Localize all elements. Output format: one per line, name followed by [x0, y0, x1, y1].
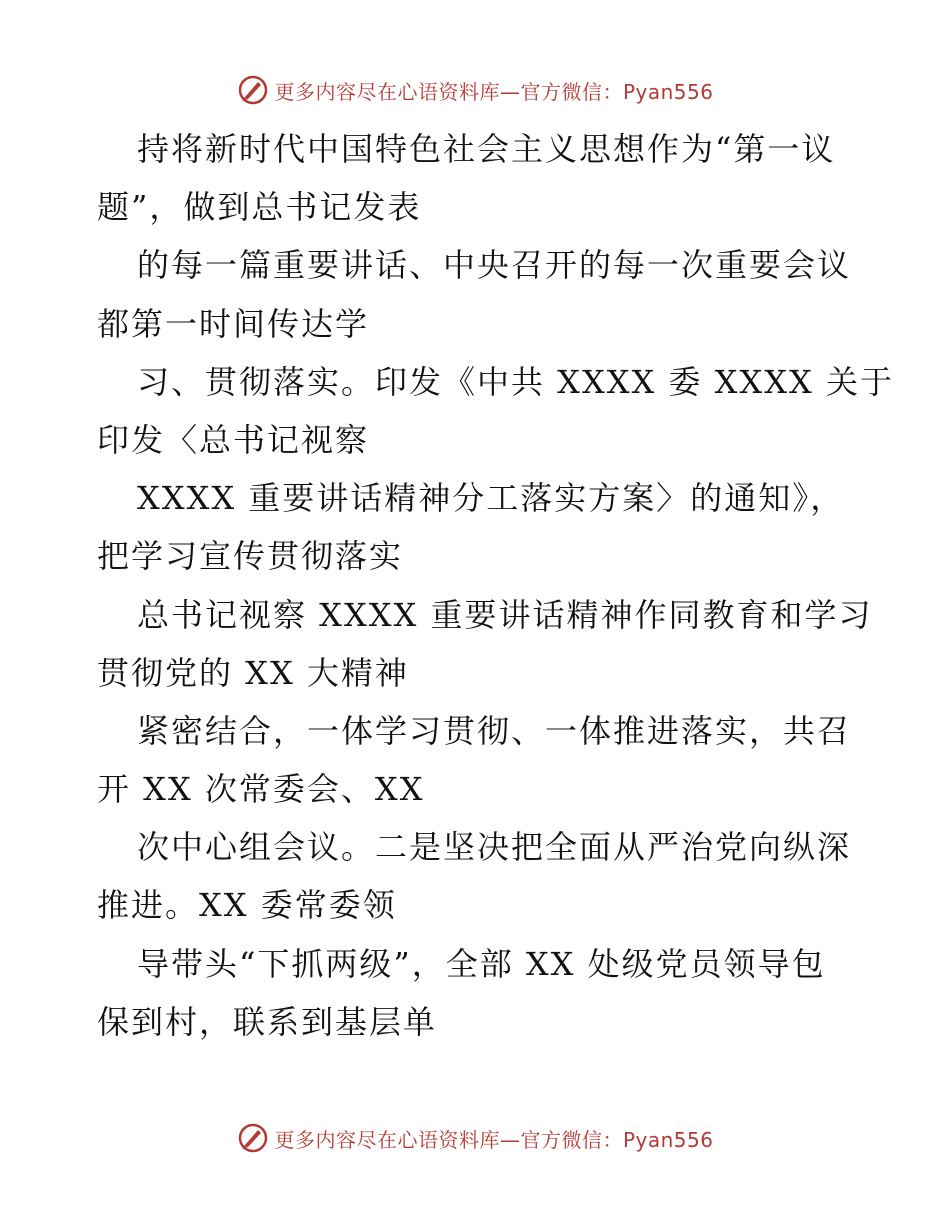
footer-watermark	[0, 1118, 950, 1158]
body-line: 次中心组会议。二是坚决把全面从严治党向纵深	[137, 828, 852, 867]
watermark-text: 更多内容尽在心语资料库—官方微信：Pyan556	[274, 79, 714, 104]
document-body	[97, 120, 894, 1051]
body-line: 都第一时间传达学	[97, 304, 370, 343]
body-line: 持将新时代中国特色社会主义思想作为“第一议	[137, 130, 836, 168]
body-line: XXXX 重要讲话精神分工落实方案〉的通知》，	[137, 479, 845, 518]
watermark-text: 更多内容尽在心语资料库—官方微信：Pyan556	[274, 1127, 714, 1152]
body-line: 推进。XX 委常委领	[97, 886, 397, 925]
body-line: 总书记视察 XXXX 重要讲话精神作同教育和学习	[137, 595, 873, 634]
body-line: 导带头“下抓两级”，全部 XX 处级党员领导包	[137, 944, 826, 983]
body-line: 贯彻党的 XX 大精神	[97, 653, 409, 692]
body-line: 习、贯彻落实。印发《中共 XXXX 委 XXXX 关于	[137, 362, 894, 401]
body-line: 紧密结合，一体学习贯彻、一体推进落实，共召	[137, 711, 852, 750]
body-line: 的每一篇重要讲话、中央召开的每一次重要会议	[137, 246, 852, 285]
body-line: 题”，做到总书记发表	[97, 188, 422, 227]
body-line: 印发〈总书记视察	[97, 420, 370, 459]
quill-logo-icon	[236, 1121, 270, 1155]
header-watermark	[0, 70, 950, 110]
body-line: 把学习宣传贯彻落实	[97, 537, 404, 576]
body-line: 开 XX 次常委会、XX	[97, 770, 425, 809]
quill-logo-icon	[236, 73, 270, 107]
body-line: 保到村，联系到基层单	[97, 1002, 438, 1041]
